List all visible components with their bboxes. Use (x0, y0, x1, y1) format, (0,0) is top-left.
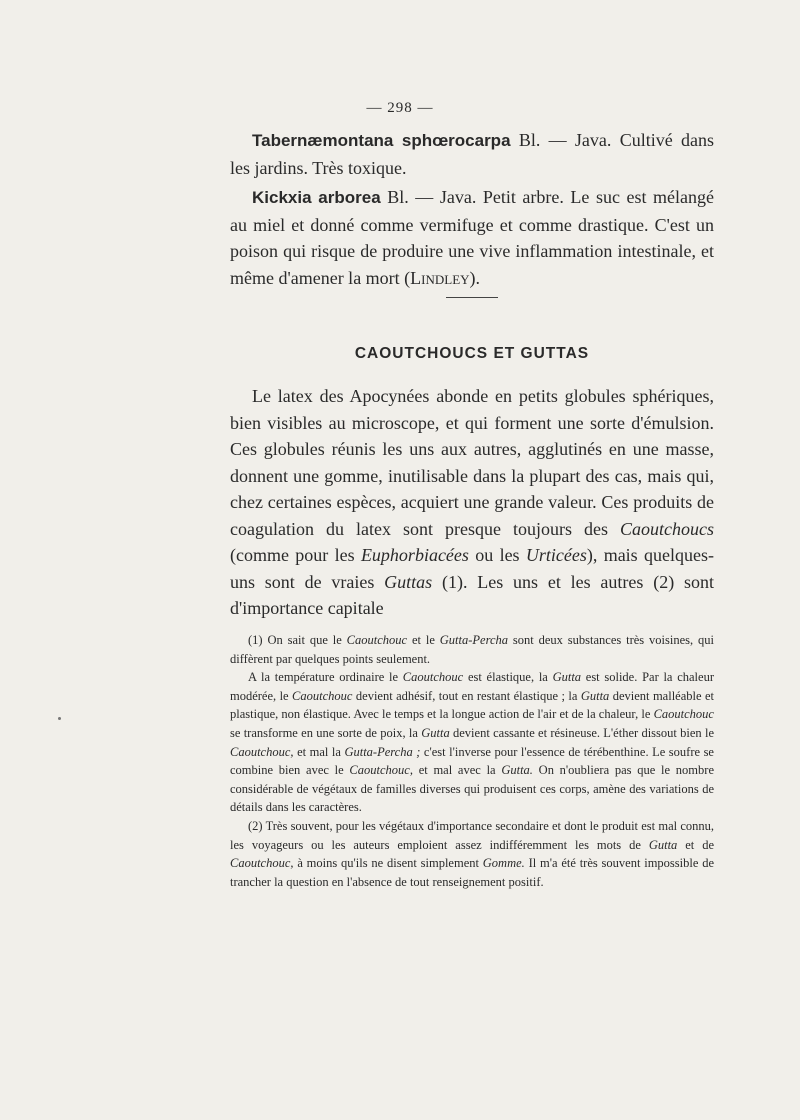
italic-term: Caoutchouc (346, 633, 408, 647)
page-number: — 298 — (366, 100, 434, 116)
entry-text: — Java. Petit arbre. Le suc est mélangé au miel et donné comme vermifuge et comme drastique. C'est un poison qui risque de produire une vive inflammation intestinale, et même d'amener la mort ( (230, 187, 714, 288)
italic-term: Gutta-Percha ; (344, 744, 421, 759)
italic-term: Gomme. (482, 856, 525, 871)
species-name: Kickxia arborea (252, 188, 381, 207)
species-name: Tabernæmontana sphœrocarpa (252, 131, 511, 150)
species-author: Bl. (380, 187, 409, 207)
section-title: CAOUTCHOUCS ET GUTTAS (354, 345, 590, 362)
footnote-text: sont deux substances très voisines, qui diffèrent par quelques points seulement. (230, 633, 714, 666)
footnote-text: (2) Très souvent, pour les végétaux d'importance secondaire et dont le produit est mal connu, les voyageurs ou les auteurs emploient assez indifféremment les mots de (230, 818, 714, 852)
entry-tabernaemontana (230, 127, 714, 181)
italic-term: Euphorbiacées (360, 545, 469, 565)
italic-term: Caoutchouc, (230, 856, 294, 871)
italic-term: Caoutchouc, (349, 763, 413, 778)
italic-term: Caoutchouc (292, 688, 353, 703)
footnote-text: A la température ordinaire le (248, 670, 403, 685)
italic-term: Guttas (384, 571, 433, 592)
italic-term: Gutta (648, 837, 678, 852)
footnote-1 (230, 631, 714, 668)
italic-term: Gutta-Percha (439, 633, 509, 647)
footnote-text: à moins qu'ils ne disent simplement (293, 856, 483, 871)
section-divider (446, 297, 498, 298)
footnote-text: c'est l'inverse pour l'essence de térébenthine. Le soufre se combine bien avec le (230, 744, 714, 778)
footnote-text: devient cassante et résineuse. L'éther dissout bien le (449, 725, 714, 740)
margin-speck (58, 717, 61, 720)
footnote-text: et de (677, 837, 714, 852)
footnote-text: est solide. Par la chaleur modérée, le (230, 670, 714, 703)
main-paragraph (230, 383, 714, 622)
footnote-text: est élastique, la (463, 670, 553, 685)
footnote-text: devient adhésif, tout en restant élastique ; la (352, 688, 581, 703)
citation-author: Lindley (410, 267, 470, 288)
footnote-text: et mal la (293, 744, 345, 759)
entry-text-end: ). (469, 267, 481, 288)
footnote-text: et le (407, 633, 440, 647)
species-author: Bl. (510, 130, 541, 150)
italic-term: Urticées (525, 545, 587, 565)
footnotes (230, 631, 714, 891)
paragraph-text: (comme pour les (230, 545, 361, 565)
footnote-text: et mal avec la (412, 763, 502, 778)
footnote-1-continued (230, 668, 714, 817)
italic-term: Caoutchoucs (620, 518, 714, 539)
paragraph-text: ou les (468, 545, 526, 565)
entry-text: — Java. Cultivé dans les jardins. Très toxique. (230, 130, 714, 178)
italic-term: Caoutchouc (402, 670, 464, 685)
paragraph-text: (1). Les uns et les autres (2) sont d'importance capitale (230, 571, 714, 618)
footnote-text: devient malléable et plastique, non élastique. Avec le temps et la longue action de l'air et de la chaleur, le (230, 688, 714, 722)
entry-kickxia (230, 184, 714, 291)
italic-term: Caoutchouc (653, 707, 714, 722)
italic-term: Gutta (552, 670, 582, 685)
italic-term: Gutta. (501, 763, 533, 778)
footnote-text: On n'oubliera pas que le nombre considérable de végétaux de familles diverses qui produisent ces corps, amène des variations de détails dans les caractères. (230, 763, 714, 815)
italic-term: Gutta (421, 725, 450, 740)
footnote-2 (230, 817, 714, 891)
paragraph-text: Le latex des Apocynées abonde en petits globules sphériques, bien visibles au microscope, et qui forment une sorte d'émulsion. Ces globules réunis les uns aux autres, agglutinés en une masse, donnent une gomme, inutilisable dans la plupart des cas, mais qui, chez certaines espèces, acquiert une grande valeur. Ces produits de coagulation du latex sont presque toujours des (230, 386, 714, 539)
footnote-text: Il m'a été très souvent impossible de trancher la question en l'absence de tout renseignement positif. (230, 856, 714, 889)
footnote-text: se transforme en une sorte de poix, la (230, 725, 422, 740)
paragraph-text: ), mais quelques-uns sont de vraies (230, 545, 714, 592)
italic-term: Gutta (580, 688, 610, 703)
footnote-text: (1) On sait que le (248, 633, 347, 647)
italic-term: Caoutchouc, (230, 744, 294, 759)
